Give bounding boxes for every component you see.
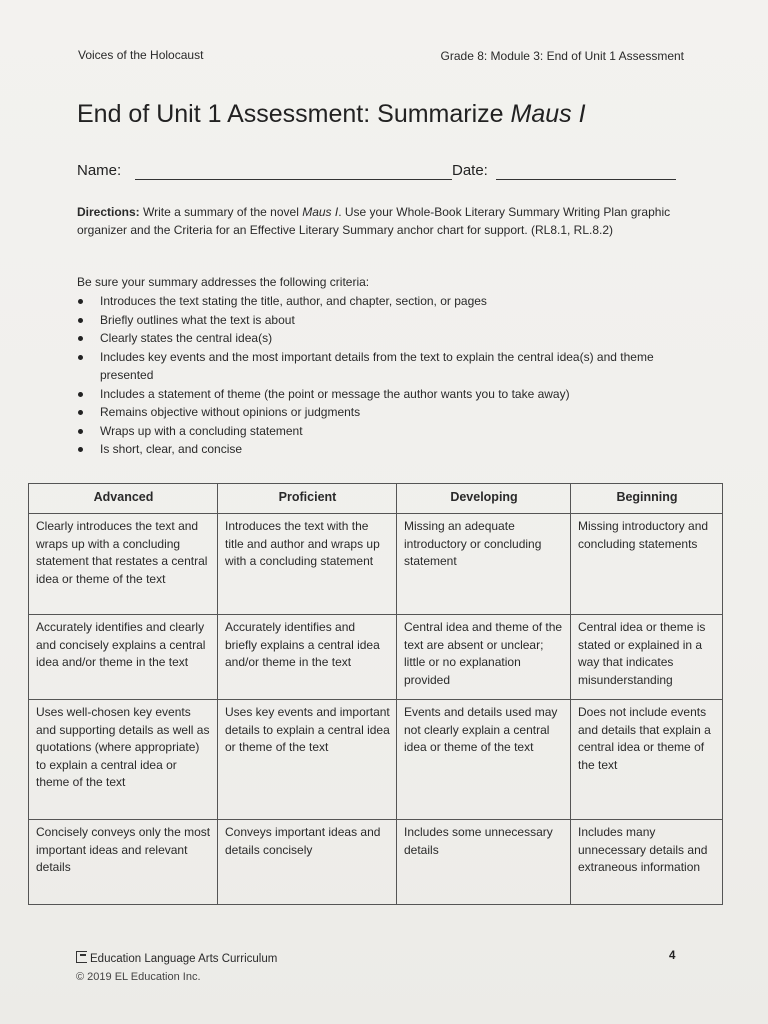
- page-title: [77, 100, 586, 129]
- rubric-cell: Events and details used may not clearly explain a central idea or theme of the text: [397, 700, 571, 820]
- directions-book: Maus I: [302, 205, 339, 219]
- rubric-cell: Accurately identifies and clearly and concisely explains a central idea and/or theme in the text: [29, 615, 218, 700]
- name-label: Name:: [77, 162, 122, 179]
- title-main: End of Unit 1 Assessment: Summarize: [77, 100, 511, 128]
- rubric-cell: Uses key events and important details to explain a central idea or theme of the text: [218, 700, 397, 820]
- table-row: [29, 514, 723, 615]
- title-book: Maus I: [510, 100, 586, 128]
- rubric-cell: Does not include events and details that explain a central idea or theme of the text: [571, 700, 723, 820]
- rubric-header-proficient: Proficient: [218, 484, 397, 514]
- criteria-item: Is short, clear, and concise: [77, 440, 687, 459]
- footer-brand-text: Education Language Arts Curriculum: [90, 953, 278, 965]
- criteria-list: [77, 292, 687, 459]
- directions-label: Directions:: [77, 205, 140, 219]
- criteria-item: Clearly states the central idea(s): [77, 329, 687, 348]
- criteria-item: Includes a statement of theme (the point or message the author wants you to take away): [77, 385, 687, 404]
- table-row: [29, 700, 723, 820]
- date-label: Date:: [452, 162, 488, 179]
- header-series-title: Voices of the Holocaust: [78, 48, 204, 62]
- rubric-cell: Central idea and theme of the text are absent or unclear; little or no explanation provided: [397, 615, 571, 700]
- name-field[interactable]: [135, 179, 452, 180]
- rubric-cell: Central idea or theme is stated or explained in a way that indicates misunderstanding: [571, 615, 723, 700]
- rubric-cell: Accurately identifies and briefly explains a central idea and/or theme in the text: [218, 615, 397, 700]
- rubric-header-developing: Developing: [397, 484, 571, 514]
- page-number: 4: [669, 950, 676, 962]
- rubric-header-beginning: Beginning: [571, 484, 723, 514]
- el-logo-icon: [76, 951, 87, 963]
- rubric-cell: Concisely conveys only the most important ideas and relevant details: [29, 820, 218, 905]
- rubric-header-row: [29, 484, 723, 514]
- rubric-header-advanced: Advanced: [29, 484, 218, 514]
- criteria-item: Briefly outlines what the text is about: [77, 311, 687, 330]
- directions: [77, 204, 677, 239]
- rubric-cell: Includes many unnecessary details and extraneous information: [571, 820, 723, 905]
- criteria-item: Remains objective without opinions or judgments: [77, 403, 687, 422]
- rubric-cell: Introduces the text with the title and author and wraps up with a concluding statement: [218, 514, 397, 615]
- rubric-cell: Clearly introduces the text and wraps up with a concluding statement that restates a central idea or theme of the text: [29, 514, 218, 615]
- date-field[interactable]: [496, 179, 676, 180]
- criteria-item: Includes key events and the most important details from the text to explain the central idea(s) and theme presented: [77, 348, 687, 385]
- rubric-cell: Missing introductory and concluding statements: [571, 514, 723, 615]
- criteria-item: Wraps up with a concluding statement: [77, 422, 687, 441]
- directions-text-2: . Use your Whole-Book Literary Summary Writing Plan graphic organizer and the Criteria for an Effective Literary Summary anchor chart for support. (RL8.1, RL.8.2): [77, 205, 671, 237]
- rubric-cell: Conveys important ideas and details concisely: [218, 820, 397, 905]
- criteria-intro: Be sure your summary addresses the following criteria:: [77, 275, 370, 289]
- rubric-cell: Includes some unnecessary details: [397, 820, 571, 905]
- footer-brand: [76, 951, 277, 965]
- footer-copyright: © 2019 EL Education Inc.: [76, 971, 201, 983]
- table-row: [29, 615, 723, 700]
- header-module-title: Grade 8: Module 3: End of Unit 1 Assessment: [440, 49, 684, 63]
- table-row: [29, 820, 723, 905]
- criteria-item: Introduces the text stating the title, author, and chapter, section, or pages: [77, 292, 687, 311]
- rubric-cell: Missing an adequate introductory or concluding statement: [397, 514, 571, 615]
- rubric-cell: Uses well-chosen key events and supporting details as well as quotations (where appropriate) to explain a central idea or theme of the text: [29, 700, 218, 820]
- directions-text-1: Write a summary of the novel: [139, 205, 303, 219]
- rubric-table: [28, 483, 723, 905]
